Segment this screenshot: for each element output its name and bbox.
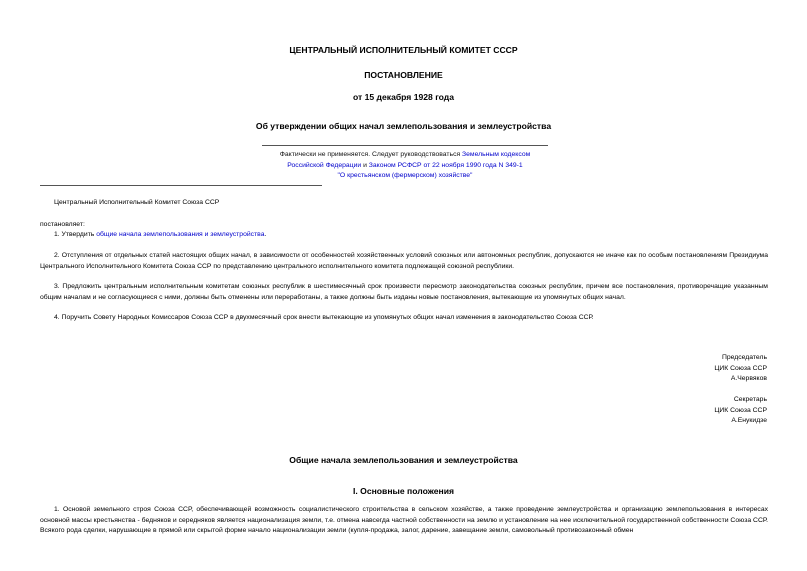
land-code-link[interactable]: Земельным кодексом <box>462 151 531 158</box>
secretary-title: Секретарь <box>733 396 767 403</box>
item-3-text: 3. Предложить центральным исполнительным комитетам союзных республик в шестимесячный срок произвести пересмотр законодательства союзных республик, причем все постановления, противоречащие указанным общим началам и не согласующиеся с ними, должны быть отменены или переработаны, а также должны быть изданы новые постановления, вытекающие из упомянутых общих начал. <box>40 283 768 301</box>
document-type-heading: ПОСТАНОВЛЕНИЕ <box>364 70 443 80</box>
notice-conjunction: и <box>361 161 369 169</box>
item-3 <box>40 282 768 303</box>
item-1 <box>54 230 266 241</box>
item-2-text: 2. Отступления от отдельных статей настоящих общих начал, в зависимости от особенностей хозяйственных условий союзных или автономных республик, допускаются не иначе как по особым постановлениям Президиума Центрального Исполнительного Комитета Союза ССР по представлению центрального исполнительного комитета подлежащей союзной республики. <box>40 252 768 270</box>
intro-line: Центральный Исполнительный Комитет Союза ССР <box>54 199 220 206</box>
issuer-heading: ЦЕНТРАЛЬНЫЙ ИСПОЛНИТЕЛЬНЫЙ КОМИТЕТ СССР <box>289 45 518 55</box>
section-1-heading: I. Основные положения <box>352 486 454 496</box>
farm-law-title-link[interactable]: "О крестьянском (фермерском) хозяйстве" <box>337 172 473 179</box>
annex-paragraph-1 <box>40 505 768 537</box>
separator-line <box>40 185 322 186</box>
document-title: Об утверждении общих начал землепользования и землеустройства <box>255 121 552 131</box>
item-1-prefix: 1. Утвердить <box>54 231 97 238</box>
annex-paragraph-1-text: 1. Основой земельного строя Союза ССР, обеспечивающей возможность социалистического строительства в сельском хозяйстве, а также проведение землеустройства и организацию землепользования в интересах основной массы крестьянства - бедняков и середняков является национализация земли, т.е. отмена навсегда частной собственности на землю и установление на нее исключительной государственной собственности Союза ССР. Всякого рода сделки, нарушающие в прямой или скрытой форме начало национализации земли (купля-продажа, залог, дарение, завещание земли, самовольный противозаконный обмен <box>40 506 768 534</box>
item-1-suffix: . <box>264 231 267 238</box>
item-4 <box>40 313 768 324</box>
item-2 <box>40 251 768 272</box>
rsfsr-law-link[interactable]: Законом РСФСР от 22 ноября 1990 года N 349-1 <box>368 161 523 169</box>
applicability-notice <box>262 145 548 182</box>
chair-signature <box>714 353 767 385</box>
decrees-line: постановляет: <box>40 221 85 228</box>
secretary-signature <box>714 395 767 427</box>
secretary-name: А.Енукидзе <box>731 417 767 424</box>
russian-federation-link[interactable]: Российской Федерации <box>287 161 362 169</box>
secretary-org: ЦИК Союза ССР <box>714 406 767 414</box>
document-date: от 15 декабря 1928 года <box>352 92 455 102</box>
chair-org: ЦИК Союза ССР <box>714 364 767 372</box>
general-principles-link[interactable]: общие начала землепользования и землеустройства <box>96 231 265 238</box>
annex-title: Общие начала землепользования и землеустройства <box>289 455 518 465</box>
chair-name: А.Червяков <box>730 375 767 382</box>
item-4-text: 4. Поручить Совету Народных Комиссаров Союза ССР в двухмесячный срок внести вытекающие из упомянутых общих начал изменения в законодательство Союза ССР. <box>54 314 594 321</box>
chair-title: Председатель <box>722 354 767 361</box>
notice-text: Фактически не применяется. Следует руководствоваться <box>279 151 463 158</box>
